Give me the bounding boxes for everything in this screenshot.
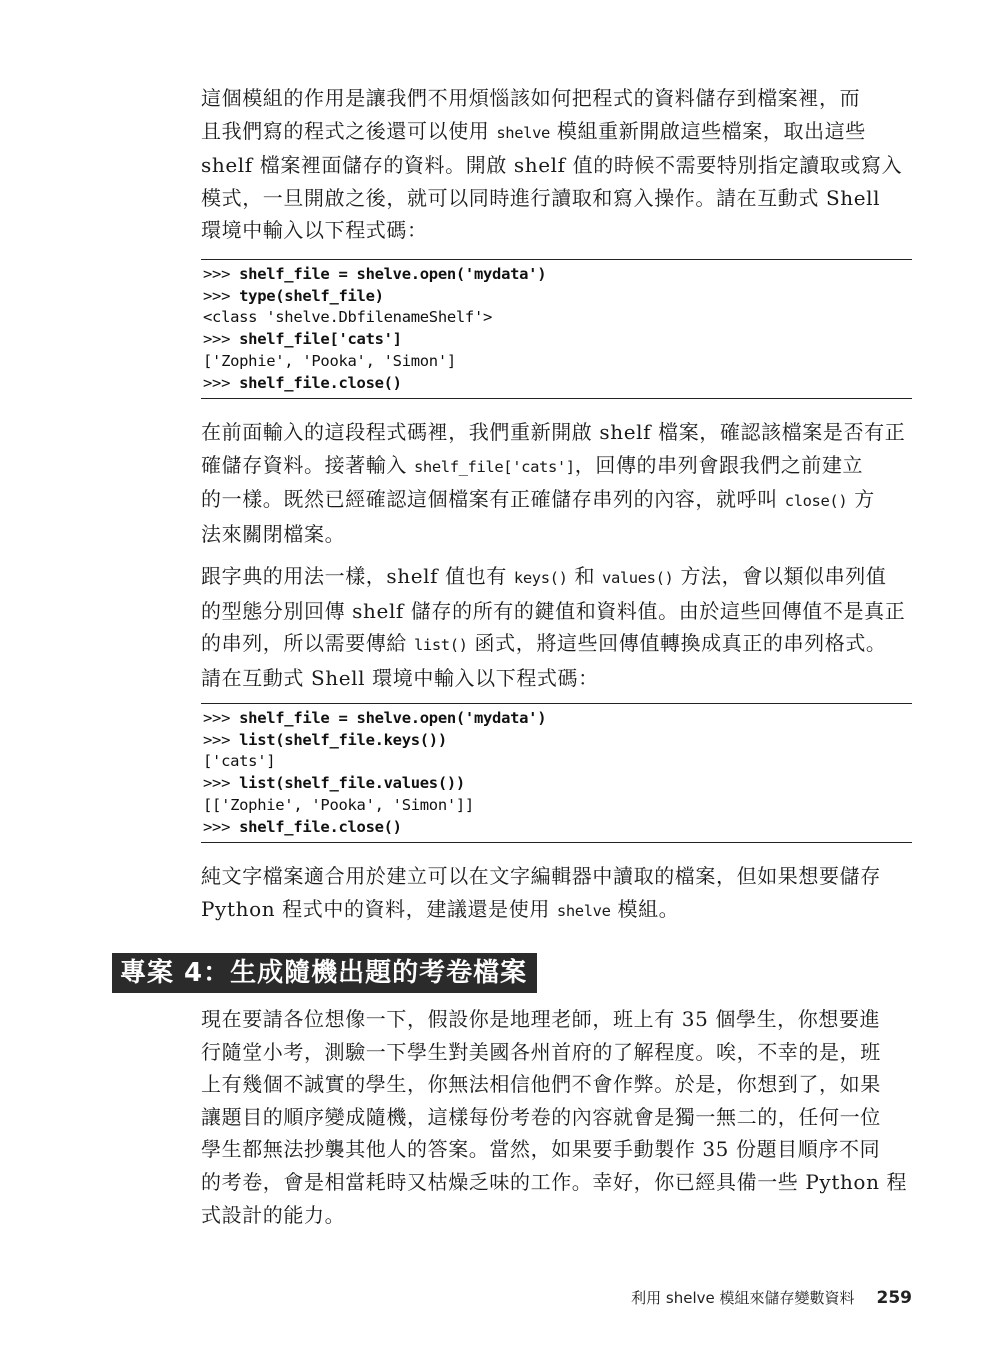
code-prompt: >>> (203, 709, 240, 727)
text-segment: ，回傳的串列會跟我們之前建立 (574, 452, 864, 477)
code-prompt: >>> (203, 730, 240, 749)
text-line (201, 1166, 912, 1199)
code-output-line: ['cats'] (203, 752, 276, 771)
text-line (201, 115, 912, 150)
code-block-shelf-open (201, 259, 912, 399)
paragraph-plaintext-vs-shelve (201, 860, 912, 927)
text-segment: 式設計的能力。 (201, 1202, 346, 1227)
text-segment: 行隨堂小考，測驗一下學生對美國各州首府的了解程度。唉，不幸的是，班 (201, 1039, 881, 1064)
code-prompt: >>> (203, 774, 240, 793)
text-line (201, 1133, 912, 1166)
code-output-line: [['Zophie', 'Pooka', 'Simon']] (203, 795, 474, 814)
section-heading-project-4: 專案 4：生成隨機出題的考卷檔案 (112, 953, 537, 993)
code-statement: shelf_file['cats'] (239, 330, 402, 349)
text-line (201, 416, 912, 449)
code-input-line (203, 773, 912, 795)
text-segment: 函式，將這些回傳值轉換成真正的串列格式。 (467, 631, 887, 656)
code-statement: type(shelf_file) (239, 286, 384, 305)
inline-code: shelf_file['cats'] (413, 457, 575, 476)
code-input-line (203, 329, 912, 351)
code-statement: list(shelf_file.keys()) (239, 730, 447, 749)
text-segment: 方法，會以類似串列值 (673, 564, 887, 588)
text-segment: 這個模組的作用是讓我們不用煩惱該如何把程式的資料儲存到檔案裡，而 (201, 86, 861, 110)
text-line (201, 1003, 912, 1036)
text-segment: 請在互動式 Shell 環境中輸入以下程式碼： (201, 665, 599, 690)
text-line (201, 662, 912, 695)
text-segment: 方 (847, 487, 875, 512)
code-output-line: <class 'shelve.DbfilenameShelf'> (203, 308, 493, 327)
text-line (201, 860, 912, 893)
text-segment: 的型態分別回傳 shelf 儲存的所有的鍵值和資料值。由於這些回傳值不是真正 (201, 598, 906, 623)
text-segment: 上有幾個不誠實的學生，你無法相信他們不會作弊。於是，你想到了，如果 (201, 1072, 881, 1097)
code-input-line (203, 730, 912, 752)
code-block-keys-values (201, 703, 912, 843)
code-input-line (203, 817, 912, 839)
text-segment: 學生都無法抄襲其他人的答案。當然，如果要手動製作 35 份題目順序不同 (201, 1137, 881, 1162)
text-line (201, 1068, 912, 1101)
text-line (201, 1036, 912, 1069)
code-prompt: >>> (203, 817, 240, 836)
text-segment: 法來關閉檔案。 (201, 521, 346, 546)
code-prompt: >>> (203, 286, 240, 305)
code-output-line: ['Zophie', 'Pooka', 'Simon'] (203, 351, 456, 370)
text-line (201, 1199, 912, 1232)
text-segment: 讓題目的順序變成隨機，這樣每份考卷的內容就會是獨一無二的，任何一位 (201, 1104, 881, 1129)
page-number: 259 (876, 1288, 912, 1308)
text-segment: 環境中輸入以下程式碼： (201, 218, 428, 243)
text-segment: 確儲存資料。接著輸入 (201, 452, 414, 477)
text-line (201, 627, 912, 662)
code-statement: shelf_file.close() (239, 817, 402, 836)
text-segment: 現在要請各位想像一下，假設你是地理老師，班上有 35 個學生，你想要進 (201, 1007, 881, 1031)
code-input-line (203, 286, 912, 308)
text-segment: shelf 檔案裡面儲存的資料。開啟 shelf 值的時候不需要特別指定讀取或寫入 (201, 153, 903, 178)
paragraph-project-4-intro (201, 1003, 912, 1231)
inline-code: shelve (496, 123, 550, 142)
text-line (201, 1101, 912, 1134)
code-statement: shelf_file = shelve.open('mydata') (239, 709, 547, 727)
text-segment: 模組。 (610, 896, 680, 921)
code-prompt: >>> (203, 265, 240, 283)
text-line (201, 182, 912, 215)
text-line (201, 483, 912, 518)
text-line (201, 595, 912, 628)
text-segment: 純文字檔案適合用於建立可以在文字編輯器中讀取的檔案，但如果想要儲存 (201, 864, 881, 888)
text-segment: 跟字典的用法一樣，shelf 值也有 (201, 564, 514, 588)
inline-code: keys() (513, 569, 568, 587)
code-prompt: >>> (203, 330, 240, 349)
inline-code: list() (413, 636, 468, 655)
page-footer (631, 1285, 912, 1311)
text-segment: 和 (567, 564, 603, 588)
text-line (201, 149, 912, 182)
text-segment: 的串列，所以需要傳給 (201, 631, 414, 656)
code-input-line (203, 264, 912, 286)
text-segment: 在前面輸入的這段程式碼裡，我們重新開啟 shelf 檔案，確認該檔案是否有正 (201, 420, 906, 444)
text-line (201, 449, 912, 484)
text-line (201, 214, 912, 247)
text-segment: 的一樣。既然已經確認這個檔案有正確儲存串列的內容，就呼叫 (201, 487, 785, 512)
code-statement: shelf_file = shelve.open('mydata') (239, 265, 547, 283)
text-line (201, 82, 912, 115)
text-line (201, 560, 912, 595)
inline-code: close() (784, 492, 848, 511)
text-segment: Python 程式中的資料，建議還是使用 (201, 896, 557, 921)
code-statement: shelf_file.close() (239, 373, 402, 392)
text-segment: 模組重新開啟這些檔案，取出這些 (549, 118, 866, 143)
code-prompt: >>> (203, 373, 240, 392)
running-head: 利用 shelve 模組來儲存變數資料 (631, 1289, 855, 1307)
text-segment: 的考卷，會是相當耗時又枯燥乏味的工作。幸好，你已經具備一些 Python 程 (201, 1169, 908, 1194)
paragraph-reopen-explanation (201, 416, 912, 550)
text-line (201, 518, 912, 551)
text-segment: 且我們寫的程式之後還可以使用 (201, 118, 497, 143)
text-line (201, 893, 912, 928)
code-statement: list(shelf_file.values()) (239, 774, 465, 793)
code-input-line (203, 373, 912, 395)
code-input-line (203, 708, 912, 730)
text-segment: 模式，一旦開啟之後，就可以同時進行讀取和寫入操作。請在互動式 Shell (201, 185, 881, 210)
paragraph-keys-values (201, 560, 912, 694)
inline-code: shelve (556, 901, 611, 920)
inline-code: values() (602, 569, 674, 587)
paragraph-shelve-intro (201, 82, 912, 247)
